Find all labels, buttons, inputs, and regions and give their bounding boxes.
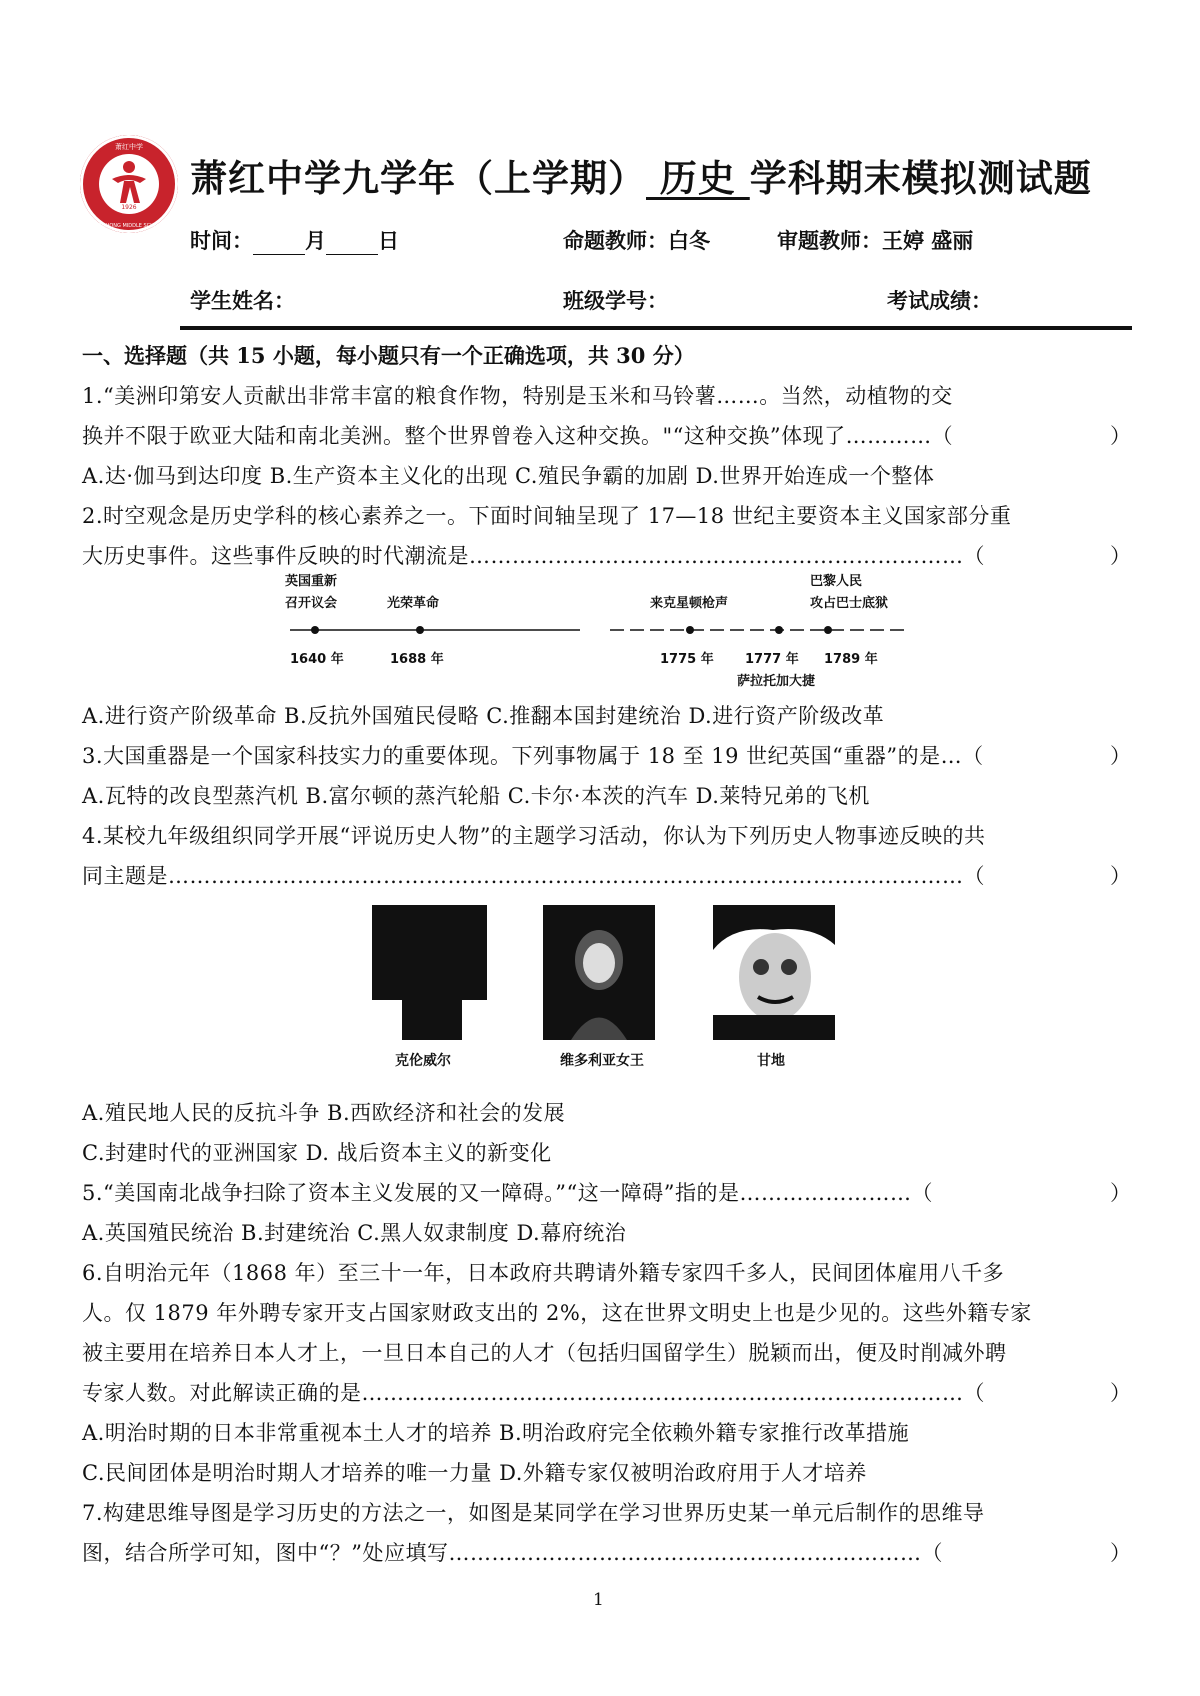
class-number-label: 班级学号： (563, 289, 668, 313)
school-logo (80, 135, 178, 233)
q1-line2: 换并不限于欧亚大陆和南北美洲。整个世界曾卷入这种交换。"“这种交换”体现了…………（ (82, 424, 954, 448)
timeline-event-label: 英国重新 (285, 574, 338, 589)
portrait-photo (372, 905, 487, 1040)
portrait-icon (372, 905, 487, 1040)
q1-options: A.达·伽马到达印度 B.生产资本主义化的出现 C.殖民争霸的加剧 D.世界开始连成一个整体 (82, 464, 935, 488)
timeline-dot (686, 626, 694, 634)
timeline-event-label: 攻占巴士底狱 (810, 596, 889, 611)
q4-line1: 4.某校九年级组织同学开展“评说历史人物”的主题学习活动，你认为下列历史人物事迹反映的共 (82, 824, 986, 848)
timeline-dot (311, 626, 319, 634)
timeline-figure (270, 570, 920, 690)
logo-emblem-icon (80, 135, 178, 233)
svg-text:萧红中学: 萧红中学 (115, 143, 143, 151)
timeline-event-label: 巴黎人民 (810, 574, 863, 589)
portrait-icon (713, 905, 835, 1040)
page-number: 1 (593, 1590, 604, 1610)
q6-line3: 被主要用在培养日本人才上，一旦日本自己的人才（包括归国留学生）脱颖而出，便及时削减外聘 (82, 1341, 1007, 1365)
page-title: 萧红中学九学年（上学期） 历史 学科期末模拟测试题 (190, 157, 1092, 200)
timeline-year: 1688 年 (390, 652, 444, 667)
answer-paren: ） (1110, 1381, 1131, 1405)
timeline-event-label: 萨拉托加大捷 (737, 674, 816, 689)
question-setter: 命题教师：白冬 (563, 229, 710, 253)
q2-line2: 大历史事件。这些事件反映的时代潮流是……………………………………………………………（ (82, 544, 985, 568)
q6-options-row1: A.明治时期的日本非常重视本土人才的培养 B.明治政府完全依赖外籍专家推行改革措施 (82, 1421, 910, 1445)
q7-line2: 图，结合所学可知，图中“？”处应填写…………………………………………………………（ (82, 1541, 943, 1565)
question-reviewer: 审题教师：王婷 盛丽 (777, 229, 974, 253)
q4-line2: 同主题是…………………………………………………………………………………………………（ (82, 864, 985, 888)
portrait-caption: 甘地 (757, 1053, 785, 1069)
q1-line1: 1.“美洲印第安人贡献出非常丰富的粮食作物，特别是玉米和马铃薯……。当然，动植物的交 (82, 384, 953, 408)
q6-line1: 6.自明治元年（1868 年）至三十一年，日本政府共聘请外籍专家四千多人，民间团体雇用八千多 (82, 1261, 1005, 1285)
q6-options-row2: C.民间团体是明治时期人才培养的唯一力量 D.外籍专家仅被明治政府用于人才培养 (82, 1461, 867, 1485)
timeline-event-label: 光荣革命 (387, 596, 440, 611)
svg-text:1926: 1926 (121, 204, 137, 211)
q2-line1: 2.时空观念是历史学科的核心素养之一。下面时间轴呈现了 17—18 世纪主要资本主义国家部分重 (82, 504, 1012, 528)
timeline-event-label: 来克星顿枪声 (650, 596, 729, 611)
student-name-label: 学生姓名： (190, 289, 295, 313)
timeline-year: 1640 年 (290, 652, 344, 667)
q3-line1: 3.大国重器是一个国家科技实力的重要体现。下列事物属于 18 至 19 世纪英国“重器”的是…（ (82, 744, 984, 768)
answer-paren: ） (1110, 744, 1131, 768)
q6-line4: 专家人数。对此解读正确的是…………………………………………………………………………（ (82, 1381, 985, 1405)
timeline-dot (775, 626, 783, 634)
timeline-dot (824, 626, 832, 634)
answer-paren: ） (1110, 424, 1131, 448)
q5-line1: 5.“美国南北战争扫除了资本主义发展的又一障碍。”“这一障碍”指的是……………………（ (82, 1181, 933, 1205)
score-label: 考试成绩： (887, 289, 992, 313)
portrait-photo (713, 905, 835, 1040)
answer-paren: ） (1110, 544, 1131, 568)
portrait-icon (543, 905, 655, 1040)
exam-date: 时间： 月 日 (190, 229, 399, 253)
q7-line1: 7.构建思维导图是学习历史的方法之一，如图是某同学在学习世界历史某一单元后制作的思维导 (82, 1501, 985, 1525)
answer-paren: ） (1110, 1541, 1131, 1565)
portrait-caption: 维多利亚女王 (560, 1053, 644, 1069)
q5-options: A.英国殖民统治 B.封建统治 C.黑人奴隶制度 D.幕府统治 (82, 1221, 627, 1245)
q2-options: A.进行资产阶级革命 B.反抗外国殖民侵略 C.推翻本国封建统治 D.进行资产阶级改革 (82, 704, 885, 728)
portrait-photo (543, 905, 655, 1040)
answer-paren: ） (1110, 864, 1131, 888)
timeline-event-label: 召开议会 (285, 596, 338, 611)
q4-options-row2: C.封建时代的亚洲国家 D. 战后资本主义的新变化 (82, 1141, 552, 1165)
svg-text:XIAOHONG MIDDLE SCHOOL: XIAOHONG MIDDLE SCHOOL (93, 223, 165, 229)
q3-options: A.瓦特的改良型蒸汽机 B.富尔顿的蒸汽轮船 C.卡尔·本茨的汽车 D.莱特兄弟的飞机 (82, 784, 870, 808)
answer-paren: ） (1110, 1181, 1131, 1205)
timeline-year: 1775 年 (660, 652, 714, 667)
section-heading: 一、选择题（共 15 小题，每小题只有一个正确选项，共 30 分） (82, 343, 695, 368)
portrait-caption: 克伦威尔 (395, 1053, 451, 1069)
timeline-dot (416, 626, 424, 634)
q4-options-row1: A.殖民地人民的反抗斗争 B.西欧经济和社会的发展 (82, 1101, 566, 1125)
timeline-year: 1777 年 (745, 652, 799, 667)
header-divider (180, 326, 1132, 330)
q6-line2: 人。仅 1879 年外聘专家开支占国家财政支出的 2%，这在世界文明史上也是少见的。这些外籍专家 (82, 1301, 1032, 1325)
timeline-year: 1789 年 (824, 652, 878, 667)
